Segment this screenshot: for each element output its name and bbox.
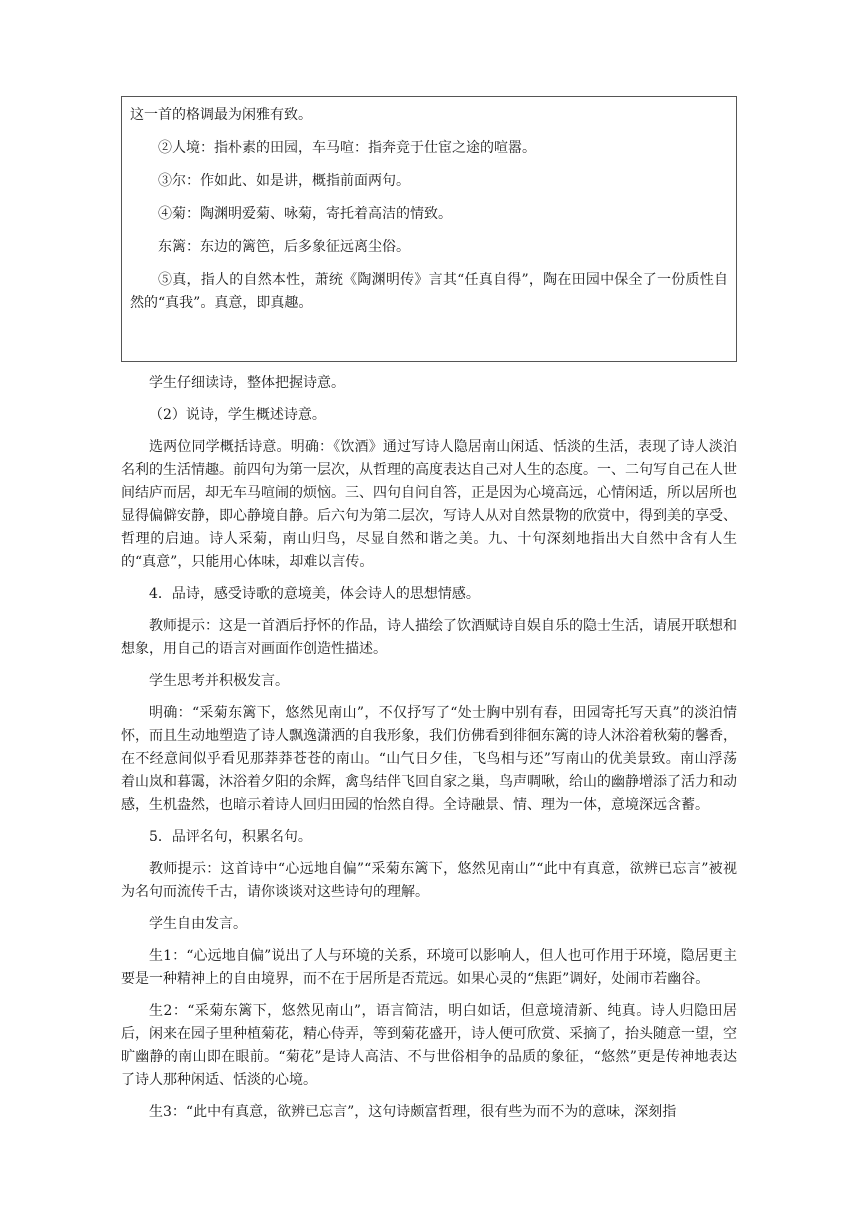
paragraph: （2）说诗，学生概述诗意。 — [149, 407, 326, 423]
student-answer-2: 生2：“采菊东篱下，悠然见南山”，语言简洁，明白如话，但意境清新、纯真。诗人归隐田居后，闲来在园子里种植菊花，精心侍弄，等到菊花盛开，诗人便可欣赏、采摘了，抬头随意一望，空旷幽静的南山即在眼前。“菊花”是诗人高洁、不与世俗相争的品质的象征，“悠然”更是传神地表达了诗人那种闲适、恬淡的心境。 — [121, 1003, 737, 1088]
body-text — [121, 372, 737, 1133]
paragraph: 明确：“采菊东篱下，悠然见南山”，不仅抒写了“处士胸中别有春，田园寄托写天真”的淡泊情怀，而且生动地塑造了诗人飘逸潇洒的自我形象，我们仿佛看到徘徊东篱的诗人沐浴着秋菊的馨香，在不经意间似乎看见那莽莽苍苍的南山。“山气日夕佳，飞鸟相与还”写南山的优美景致。南山浮荡着山岚和暮霭，沐浴着夕阳的余辉，禽鸟结伴飞回自家之巢，鸟声啁啾，给山的幽静增添了活力和动感，生机盎然，也暗示着诗人回归田园的怡然自得。全诗融景、情、理为一体，意境深远含蓄。 — [121, 705, 737, 813]
note-dongli: 东篱：东边的篱笆，后多象征远离尘俗。 — [158, 239, 410, 255]
paragraph: 教师提示：这首诗中“心远地自偏”“采菊东篱下，悠然见南山”“此中有真意，欲辨已忘言”被视为名句而流传千古，请你谈谈对这些诗句的理解。 — [121, 861, 737, 900]
section-heading-5: 5．品评名句，积累名句。 — [149, 829, 312, 845]
paragraph: 学生自由发言。 — [149, 916, 247, 932]
paragraph: 学生仔细读诗，整体把握诗意。 — [149, 375, 345, 391]
paragraph: 选两位同学概括诗意。明确：《饮酒》通过写诗人隐居南山闲适、恬淡的生活，表现了诗人淡泊名利的生活情趣。前四句为第一层次，从哲理的高度表达自己对人生的态度。一、二句写自己在人世间结庐而居，却无车马喧闹的烦恼。三、四句自问自答，正是因为心境高远，心情闲适，所以居所也显得偏僻安静，即心静境自静。后六句为第二层次，写诗人从对自然景物的欣赏中，得到美的享受、哲理的启迪。诗人采菊，南山归鸟，尽显自然和谐之美。九、十句深刻地指出大自然中含有人生的“真意”，只能用心体味，却难以言传。 — [121, 439, 737, 570]
note-ju: ④菊：陶渊明爱菊、咏菊，寄托着高洁的情致。 — [158, 206, 452, 222]
box-line: 这一首的格调最为闲雅有致。 — [130, 107, 312, 123]
paragraph: 学生思考并积极发言。 — [149, 673, 289, 689]
note-er: ③尔：作如此、如是讲，概指前面两句。 — [158, 173, 410, 189]
student-answer-3: 生3：“此中有真意，欲辨已忘言”，这句诗颇富哲理，很有些为而不为的意味，深刻指 — [149, 1104, 677, 1120]
student-answer-1: 生1：“心远地自偏”说出了人与环境的关系，环境可以影响人，但人也可作用于环境，隐居更主要是一种精神上的自由境界，而不在于居所是否荒远。如果心灵的“焦距”调好，处闹市若幽谷。 — [121, 948, 737, 987]
paragraph: 教师提示：这是一首酒后抒怀的作品，诗人描绘了饮酒赋诗自娱自乐的隐士生活，请展开联想和想象，用自己的语言对画面作创造性描述。 — [121, 618, 737, 657]
note-renjing: ②人境：指朴素的田园，车马喧：指奔竞于仕宦之途的喧嚣。 — [158, 140, 536, 156]
section-heading-4: 4．品诗，感受诗歌的意境美，体会诗人的思想情感。 — [149, 586, 480, 602]
annotation-box — [121, 96, 737, 362]
note-zhen: ⑤真，指人的自然本性，萧统《陶渊明传》言其“任真自得”，陶在田园中保全了一份质性自然的“真我”。真意，即真趣。 — [130, 272, 728, 311]
